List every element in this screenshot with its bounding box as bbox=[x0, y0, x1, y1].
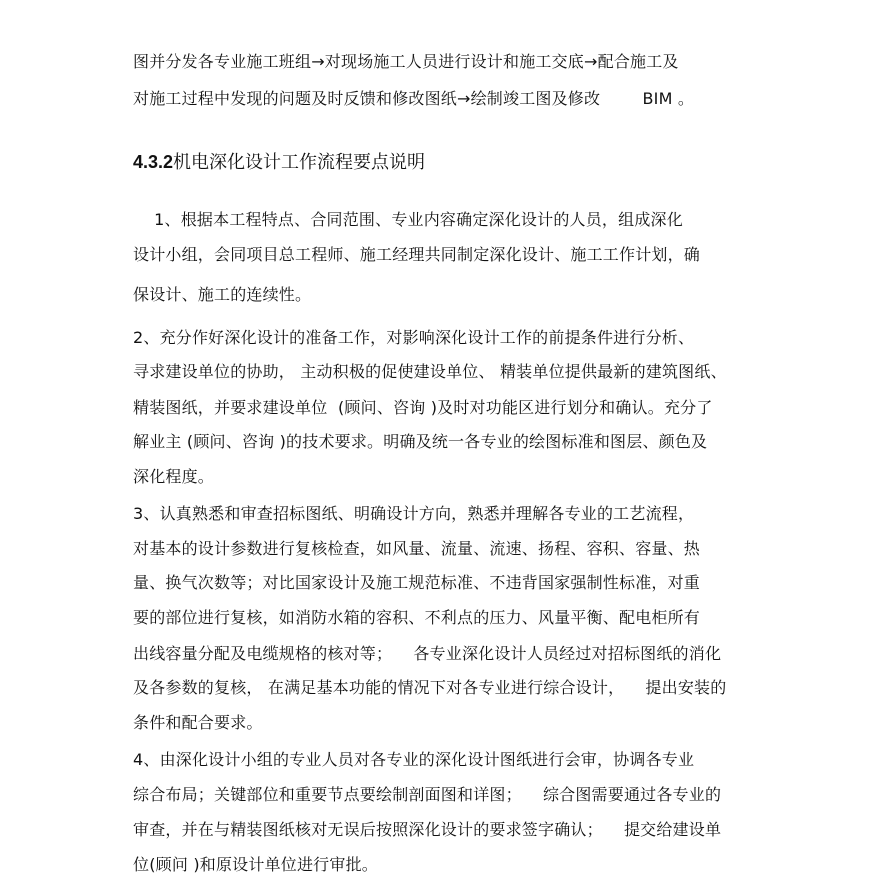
paragraph-2-line: 解业主 (顾问、咨询 )的技术要求。明确及统一各专业的绘图标准和图层、颜色及 bbox=[133, 432, 708, 451]
paragraph-3-line: 要的部位进行复核，如消防水箱的容积、不利点的压力、风量平衡、配电柜所有 bbox=[133, 608, 701, 627]
paragraph-3-line: 条件和配合要求。 bbox=[133, 713, 263, 732]
section-title: 机电深化设计工作流程要点说明 bbox=[173, 152, 426, 173]
paragraph-1-line: 保设计、施工的连续性。 bbox=[133, 285, 312, 304]
paragraph-3-line: 对基本的设计参数进行复核检查，如风量、流量、流速、扬程、容积、容量、热 bbox=[133, 539, 701, 558]
paragraph-4-line: 综合布局；关键部位和重要节点要绘制剖面图和详图； 综合图需要通过各专业的 bbox=[133, 785, 722, 804]
intro-line: 图并分发各专业施工班组→对现场施工人员进行设计和施工交底→配合施工及 bbox=[133, 52, 679, 71]
paragraph-1-line: 1、根据本工程特点、合同范围、专业内容确定深化设计的人员，组成深化 bbox=[133, 210, 683, 229]
paragraph-2-line: 深化程度。 bbox=[133, 467, 215, 486]
paragraph-4-line: 4、由深化设计小组的专业人员对各专业的深化设计图纸进行会审，协调各专业 bbox=[133, 750, 695, 769]
paragraph-2-line: 精装图纸，并要求建设单位 (顾问、咨询 )及时对功能区进行划分和确认。充分了 bbox=[133, 398, 713, 417]
paragraph-3-line: 3、认真熟悉和审查招标图纸、明确设计方向，熟悉并理解各专业的工艺流程， bbox=[133, 504, 695, 523]
paragraph-3-line: 及各参数的复核， 在满足基本功能的情况下对各专业进行综合设计， 提出安装的 bbox=[133, 678, 727, 697]
paragraph-3-line: 量、换气次数等；对比国家设计及施工规范标准、不违背国家强制性标准，对重 bbox=[133, 573, 701, 592]
paragraph-2-line: 2、充分作好深化设计的准备工作，对影响深化设计工作的前提条件进行分析、 bbox=[133, 328, 695, 347]
intro-line: 对施工过程中发现的问题及时反馈和修改图纸→绘制竣工图及修改 BIM 。 bbox=[133, 89, 695, 108]
section-heading bbox=[133, 150, 425, 175]
paragraph-4-line: 审查，并在与精装图纸核对无误后按照深化设计的要求签字确认； 提交给建设单 bbox=[133, 820, 722, 839]
section-number: 4.3.2 bbox=[133, 152, 174, 172]
paragraph-4-line: 位(顾问 )和原设计单位进行审批。 bbox=[133, 855, 378, 874]
paragraph-1-line: 设计小组，会同项目总工程师、施工经理共同制定深化设计、施工工作计划，确 bbox=[133, 245, 701, 264]
paragraph-3-line: 出线容量分配及电缆规格的核对等； 各专业深化设计人员经过对招标图纸的消化 bbox=[133, 644, 722, 663]
paragraph-2-line: 寻求建设单位的协助， 主动积极的促使建设单位、 精装单位提供最新的建筑图纸、 bbox=[133, 362, 727, 381]
